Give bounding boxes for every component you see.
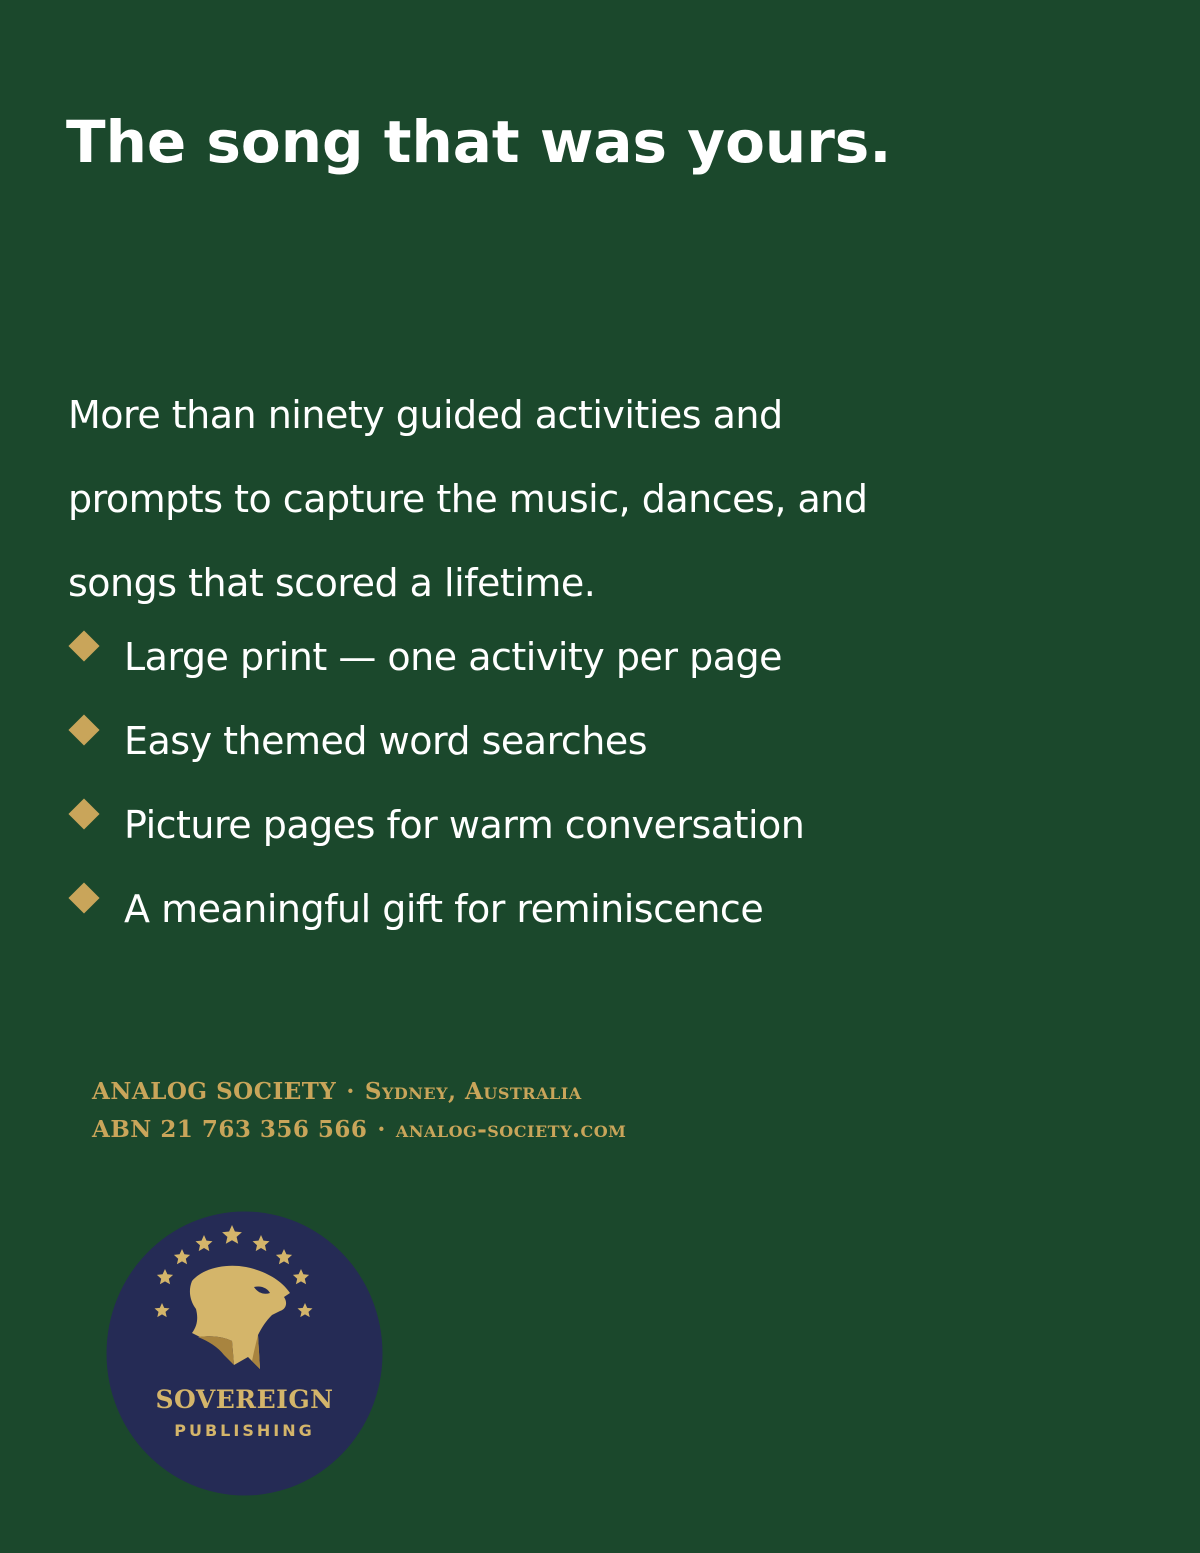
feature-text: A meaningful gift for reminiscence — [124, 887, 764, 931]
diamond-bullet-icon — [68, 798, 100, 830]
feature-item — [68, 615, 804, 699]
publisher-seal — [106, 1211, 383, 1496]
seal-publisher-subtitle: PUBLISHING — [174, 1421, 315, 1440]
publisher-location: Sydney, Australia — [364, 1078, 582, 1105]
feature-item — [68, 867, 804, 951]
imprint-line — [92, 1073, 626, 1111]
intro-line: prompts to capture the music, dances, and — [68, 477, 868, 521]
diamond-bullet-icon — [68, 714, 100, 746]
separator-dot: · — [377, 1116, 386, 1143]
feature-text: Picture pages for warm conversation — [124, 803, 805, 847]
publisher-website: analog-society.com — [395, 1116, 627, 1143]
seal-graphic — [106, 1211, 383, 1496]
publisher-imprint — [92, 1073, 626, 1149]
feature-text: Easy themed word searches — [124, 719, 648, 763]
publisher-name: ANALOG SOCIETY — [92, 1078, 337, 1105]
feature-list — [68, 615, 804, 951]
intro-paragraph — [68, 373, 1068, 625]
seal-publisher-name: SOVEREIGN — [155, 1385, 334, 1414]
publisher-abn: ABN 21 763 356 566 — [92, 1116, 368, 1143]
intro-line: More than ninety guided activities and — [68, 393, 783, 437]
intro-line: songs that scored a lifetime. — [68, 561, 596, 605]
feature-item — [68, 699, 804, 783]
feature-item — [68, 783, 804, 867]
headline: The song that was yours. — [66, 108, 892, 176]
imprint-line — [92, 1111, 626, 1149]
diamond-bullet-icon — [68, 882, 100, 914]
diamond-bullet-icon — [68, 630, 100, 662]
separator-dot: · — [346, 1078, 355, 1105]
feature-text: Large print — one activity per page — [124, 635, 782, 679]
